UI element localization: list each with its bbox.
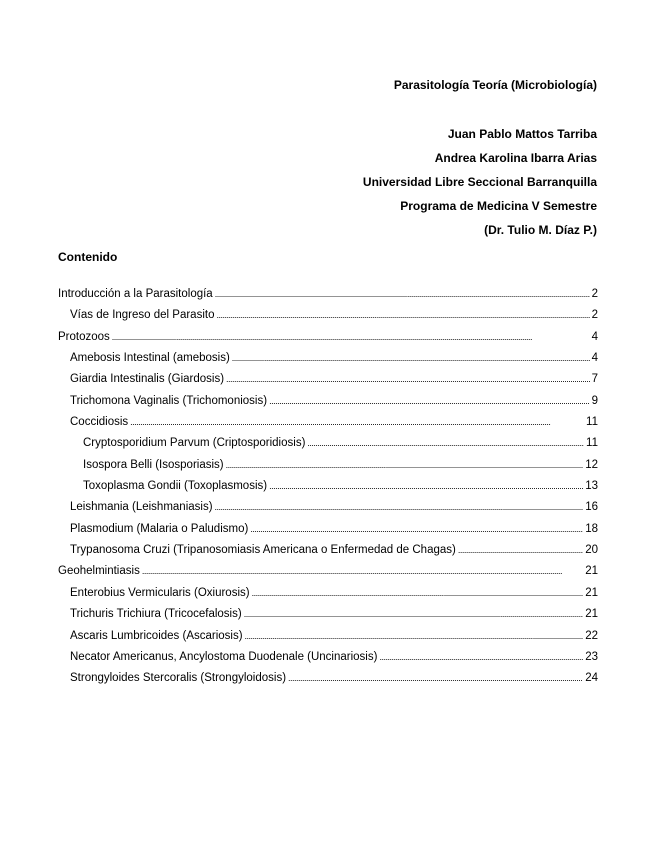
toc-entry-text: Strongyloides Stercoralis (Strongyloidosis) bbox=[70, 672, 287, 685]
toc-entry-text: Trypanosoma Cruzi (Tripanosomiasis Americana o Enfermedad de Chagas) bbox=[70, 544, 456, 557]
toc-entry-page: 21 bbox=[585, 608, 598, 621]
toc-entry-page: 7 bbox=[591, 373, 598, 386]
toc-entry[interactable] bbox=[58, 480, 598, 501]
toc-entry-text: Ascaris Lumbricoides (Ascariosis) bbox=[70, 629, 243, 642]
toc-entry[interactable] bbox=[58, 288, 598, 309]
toc-leader-dots bbox=[226, 374, 590, 384]
table-of-contents bbox=[58, 288, 598, 694]
toc-leader-dots bbox=[288, 673, 583, 683]
toc-heading: Contenido bbox=[58, 250, 118, 264]
toc-leader-dots bbox=[250, 524, 583, 534]
toc-entry[interactable] bbox=[58, 352, 598, 373]
toc-entry[interactable] bbox=[58, 331, 598, 352]
toc-entry-page: 22 bbox=[585, 629, 598, 642]
toc-entry-page: 4 bbox=[591, 352, 598, 365]
toc-entry-text: Introducción a la Parasitología bbox=[58, 288, 213, 300]
toc-entry[interactable] bbox=[58, 309, 598, 330]
toc-entry[interactable] bbox=[58, 523, 598, 544]
toc-entry-page: 21 bbox=[585, 565, 598, 578]
toc-entry[interactable] bbox=[58, 587, 598, 608]
toc-leader-dots bbox=[226, 460, 584, 470]
toc-entry-page: 2 bbox=[591, 309, 598, 322]
toc-entry-text: Isospora Belli (Isosporiasis) bbox=[83, 458, 224, 471]
toc-entry-page: 21 bbox=[585, 586, 598, 599]
toc-entry-page: 11 bbox=[586, 416, 598, 429]
toc-leader-dots bbox=[379, 652, 583, 662]
toc-entry-page: 16 bbox=[585, 501, 598, 514]
toc-entry-text: Trichomona Vaginalis (Trichomoniosis) bbox=[70, 394, 268, 407]
toc-entry-text: Trichuris Trichiura (Tricocefalosis) bbox=[70, 608, 242, 621]
toc-entry-page: 4 bbox=[591, 330, 598, 343]
toc-leader-dots bbox=[215, 502, 584, 512]
toc-entry[interactable] bbox=[58, 373, 598, 394]
toc-entry-page: 13 bbox=[585, 480, 598, 493]
toc-entry-text: Leishmania (Leishmaniasis) bbox=[70, 501, 213, 514]
toc-entry[interactable] bbox=[58, 630, 598, 651]
toc-leader-dots bbox=[244, 609, 584, 619]
toc-entry-text: Plasmodium (Malaria o Paludismo) bbox=[70, 522, 249, 535]
toc-entry[interactable] bbox=[58, 565, 598, 586]
toc-entry-text: Vías de Ingreso del Parasito bbox=[70, 309, 215, 322]
toc-leader-dots bbox=[307, 438, 584, 448]
toc-leader-dots bbox=[215, 289, 590, 299]
university-name: Universidad Libre Seccional Barranquilla bbox=[362, 175, 597, 189]
toc-entry-page: 23 bbox=[585, 650, 598, 663]
toc-leader-dots bbox=[232, 353, 590, 363]
toc-leader-dots bbox=[130, 417, 584, 427]
toc-entry-page: 24 bbox=[585, 672, 598, 685]
toc-entry[interactable] bbox=[58, 651, 598, 672]
toc-entry-text: Enterobius Vermicularis (Oxiurosis) bbox=[70, 586, 250, 599]
toc-entry-page: 12 bbox=[585, 458, 598, 471]
toc-leader-dots bbox=[269, 481, 583, 491]
author-2: Andrea Karolina Ibarra Arias bbox=[434, 151, 597, 165]
toc-entry-text: Amebosis Intestinal (amebosis) bbox=[70, 352, 230, 365]
toc-entry-page: 2 bbox=[591, 288, 598, 300]
author-1: Juan Pablo Mattos Tarriba bbox=[447, 127, 597, 141]
toc-leader-dots bbox=[142, 566, 583, 576]
toc-entry-text: Coccidiosis bbox=[70, 416, 129, 429]
toc-leader-dots bbox=[245, 631, 584, 641]
toc-entry-page: 20 bbox=[585, 544, 598, 557]
toc-entry[interactable] bbox=[58, 416, 598, 437]
toc-leader-dots bbox=[112, 332, 590, 342]
program-name: Programa de Medicina V Semestre bbox=[400, 199, 597, 213]
toc-leader-dots bbox=[216, 310, 589, 320]
toc-entry[interactable] bbox=[58, 501, 598, 522]
toc-leader-dots bbox=[269, 396, 590, 406]
toc-entry[interactable] bbox=[58, 437, 598, 458]
professor-name: (Dr. Tulio M. Díaz P.) bbox=[484, 223, 597, 237]
toc-entry-page: 11 bbox=[586, 437, 598, 450]
document-title: Parasitología Teoría (Microbiología) bbox=[393, 78, 597, 92]
toc-leader-dots bbox=[458, 545, 583, 555]
toc-entry-text: Geohelmintiasis bbox=[58, 565, 140, 578]
toc-leader-dots bbox=[252, 588, 584, 598]
toc-entry-text: Cryptosporidium Parvum (Criptosporidiosis) bbox=[83, 437, 306, 450]
toc-entry-text: Giardia Intestinalis (Giardosis) bbox=[70, 373, 225, 386]
toc-entry-text: Protozoos bbox=[58, 330, 110, 343]
toc-entry[interactable] bbox=[58, 459, 598, 480]
toc-entry-page: 18 bbox=[585, 522, 598, 535]
toc-entry[interactable] bbox=[58, 608, 598, 629]
toc-entry-text: Toxoplasma Gondii (Toxoplasmosis) bbox=[83, 480, 268, 493]
toc-entry[interactable] bbox=[58, 544, 598, 565]
toc-entry[interactable] bbox=[58, 672, 598, 693]
toc-entry-page: 9 bbox=[591, 394, 598, 407]
toc-entry[interactable] bbox=[58, 395, 598, 416]
toc-entry-text: Necator Americanus, Ancylostoma Duodenale (Uncinariosis) bbox=[70, 650, 378, 663]
